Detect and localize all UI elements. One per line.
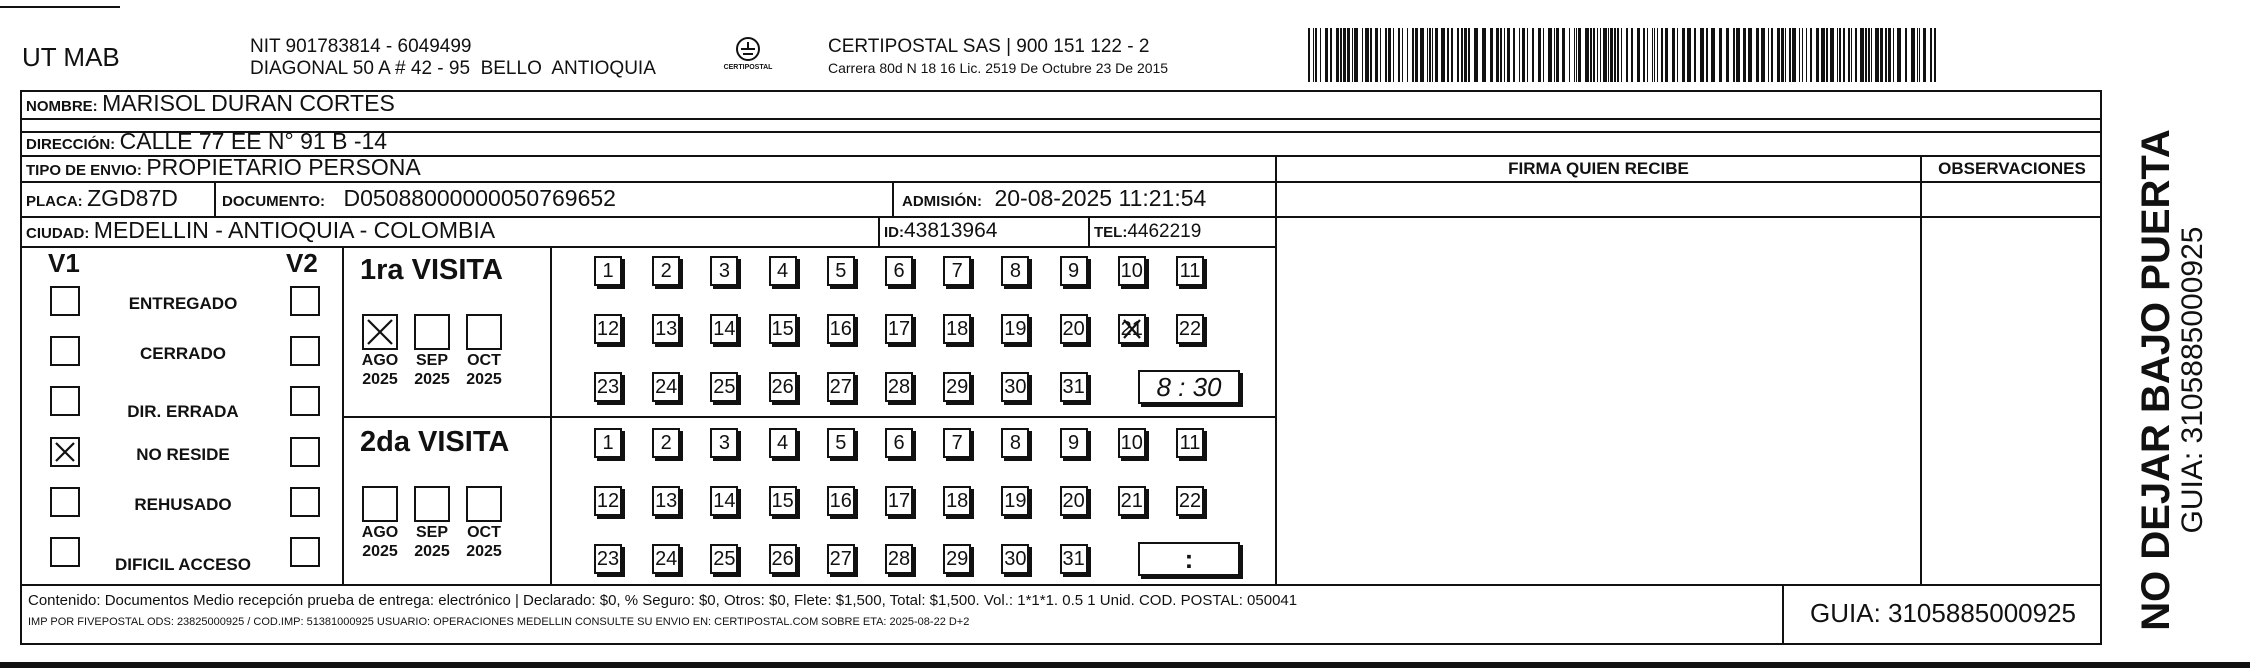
day-box-25[interactable]: 25 <box>710 372 738 402</box>
time-box[interactable]: 8 : 30 <box>1138 370 1240 404</box>
v2-checkbox-5[interactable] <box>290 487 320 517</box>
tipo-value: PROPIETARIO PERSONA <box>146 154 421 180</box>
col-divider <box>342 246 344 584</box>
day-box-7[interactable]: 7 <box>943 256 971 286</box>
logo-text: CERTIPOSTAL <box>723 64 773 71</box>
barcode <box>1308 28 1940 82</box>
v2-checkbox-2[interactable] <box>290 336 320 366</box>
day-box-10[interactable]: 10 <box>1118 256 1146 286</box>
v1-label: V1 <box>48 248 80 278</box>
side-notice: NO DEJAR BAJO PUERTA <box>2134 129 2178 631</box>
day-box-2[interactable]: 2 <box>652 428 680 458</box>
col-divider <box>550 246 552 584</box>
firma-area[interactable] <box>1277 183 1920 584</box>
month-year: 2025 <box>466 543 502 560</box>
day-box-14[interactable]: 14 <box>710 486 738 516</box>
day-box-28[interactable]: 28 <box>885 372 913 402</box>
nombre-value: MARISOL DURAN CORTES <box>102 90 395 116</box>
day-box-6[interactable]: 6 <box>885 256 913 286</box>
day-box-11[interactable]: 11 <box>1176 256 1204 286</box>
v2-label: V2 <box>286 248 318 278</box>
barcode-graphic <box>1308 28 1940 82</box>
company-name: UT MAB <box>22 42 120 72</box>
col-divider <box>878 216 880 246</box>
v2-checkbox-3[interactable] <box>290 386 320 416</box>
day-box-4[interactable]: 4 <box>769 256 797 286</box>
day-box-26[interactable]: 26 <box>769 372 797 402</box>
row-divider <box>20 584 2102 586</box>
observaciones-header: OBSERVACIONES <box>1938 159 2086 178</box>
day-box-18[interactable]: 18 <box>943 486 971 516</box>
v2-checkbox-4[interactable] <box>290 437 320 467</box>
month-label: OCT <box>467 524 501 541</box>
admision-value: 20-08-2025 11:21:54 <box>994 185 1207 211</box>
footer-guia: GUIA: 3105885000925 <box>1810 598 2076 628</box>
tel-value: 4462219 <box>1127 221 1202 242</box>
v1-checkbox-4[interactable] <box>50 437 80 467</box>
ciudad-field <box>26 217 495 247</box>
placa-value: ZGD87D <box>87 185 178 211</box>
day-box-18[interactable]: 18 <box>943 314 971 344</box>
day-box-29[interactable]: 29 <box>943 372 971 402</box>
side-guia: GUIA: 3105885000925 <box>2176 226 2209 534</box>
month-label: AGO <box>361 352 399 369</box>
month-checkbox-sep[interactable] <box>414 486 450 522</box>
month-label: SEP <box>415 524 448 541</box>
v1-checkbox-2[interactable] <box>50 336 80 366</box>
day-box-16[interactable]: 16 <box>827 314 855 344</box>
logo-icon <box>728 34 768 80</box>
firma-header: FIRMA QUIEN RECIBE <box>1508 159 1689 178</box>
direccion-label: DIRECCIÓN: <box>26 136 116 153</box>
day-box-19[interactable]: 19 <box>1001 486 1029 516</box>
day-box-24[interactable]: 24 <box>652 544 680 574</box>
tel-field <box>1094 218 1201 246</box>
day-box-12[interactable]: 12 <box>594 486 622 516</box>
v2-checkbox-6[interactable] <box>290 537 320 567</box>
day-box-7[interactable]: 7 <box>943 428 971 458</box>
day-box-6[interactable]: 6 <box>885 428 913 458</box>
day-box-24[interactable]: 24 <box>652 372 680 402</box>
month-checkbox-oct[interactable] <box>466 486 502 522</box>
day-box-17[interactable]: 17 <box>885 486 913 516</box>
bottom-rule <box>0 662 2250 668</box>
v1-checkbox-1[interactable] <box>50 286 80 316</box>
day-box-4[interactable]: 4 <box>769 428 797 458</box>
day-box-19[interactable]: 19 <box>1001 314 1029 344</box>
placa-label: PLACA: <box>26 193 83 210</box>
day-box-5[interactable]: 5 <box>827 256 855 286</box>
company-nit: NIT 901783814 - 6049499 <box>250 36 472 57</box>
visit-title: 2da VISITA <box>360 426 510 458</box>
v1-checkbox-3[interactable] <box>50 386 80 416</box>
time-box[interactable]: : <box>1138 542 1240 576</box>
day-box-23[interactable]: 23 <box>594 544 622 574</box>
month-checkbox-ago[interactable] <box>362 314 398 350</box>
day-box-21[interactable]: 21 <box>1118 486 1146 516</box>
col-divider <box>1088 216 1090 246</box>
day-box-3[interactable]: 3 <box>710 256 738 286</box>
ciudad-value: MEDELLIN - ANTIOQUIA - COLOMBIA <box>93 217 496 243</box>
direccion-value: CALLE 77 EE N° 91 B -14 <box>119 128 388 154</box>
col-divider <box>892 181 894 216</box>
tel-label: TEL: <box>1094 224 1128 241</box>
row-divider <box>342 416 1275 418</box>
day-box-17[interactable]: 17 <box>885 314 913 344</box>
day-box-31[interactable]: 31 <box>1060 544 1088 574</box>
day-box-1[interactable]: 1 <box>594 256 622 286</box>
status-label: DIR. ERRADA <box>127 402 239 421</box>
day-box-9[interactable]: 9 <box>1060 428 1088 458</box>
documento-label: DOCUMENTO: <box>222 193 326 210</box>
status-label: ENTREGADO <box>128 294 238 313</box>
day-box-12[interactable]: 12 <box>594 314 622 344</box>
month-year: 2025 <box>362 543 398 560</box>
carrier-license: Carrera 80d N 18 16 Lic. 2519 De Octubre 23 De 2015 <box>828 60 1169 76</box>
day-box-20[interactable]: 20 <box>1060 314 1088 344</box>
day-box-3[interactable]: 3 <box>710 428 738 458</box>
day-box-10[interactable]: 10 <box>1118 428 1146 458</box>
month-label: SEP <box>415 352 448 369</box>
company-address: DIAGONAL 50 A # 42 - 95 BELLO ANTIOQUIA <box>250 58 656 79</box>
day-box-13[interactable]: 13 <box>652 314 680 344</box>
day-box-30[interactable]: 30 <box>1001 544 1029 574</box>
month-year: 2025 <box>362 371 398 388</box>
id-field <box>884 217 997 246</box>
placa-field <box>26 185 178 215</box>
nombre-label: NOMBRE: <box>26 98 98 115</box>
day-box-30[interactable]: 30 <box>1001 372 1029 402</box>
day-box-27[interactable]: 27 <box>827 372 855 402</box>
tipo-label: TIPO DE ENVIO: <box>26 162 142 179</box>
day-box-22[interactable]: 22 <box>1176 314 1204 344</box>
day-box-28[interactable]: 28 <box>885 544 913 574</box>
crop-mark <box>0 6 120 8</box>
admision-field <box>902 185 1206 215</box>
status-label: DIFICIL ACCESO <box>114 555 251 574</box>
day-box-15[interactable]: 15 <box>769 314 797 344</box>
month-checkbox-ago[interactable] <box>362 486 398 522</box>
month-label: OCT <box>467 352 501 369</box>
day-box-29[interactable]: 29 <box>943 544 971 574</box>
admision-label: ADMISIÓN: <box>902 193 982 210</box>
month-year: 2025 <box>414 371 450 388</box>
day-box-23[interactable]: 23 <box>594 372 622 402</box>
month-year: 2025 <box>414 543 450 560</box>
day-box-21[interactable]: 21 <box>1118 314 1146 344</box>
side-notice-block <box>2135 129 2209 631</box>
day-box-26[interactable]: 26 <box>769 544 797 574</box>
day-box-2[interactable]: 2 <box>652 256 680 286</box>
day-box-22[interactable]: 22 <box>1176 486 1204 516</box>
day-box-14[interactable]: 14 <box>710 314 738 344</box>
carrier-logo <box>723 34 773 80</box>
ciudad-label: CIUDAD: <box>26 225 90 242</box>
col-divider <box>214 181 216 216</box>
v2-checkbox-1[interactable] <box>290 286 320 316</box>
status-label: NO RESIDE <box>136 445 230 464</box>
month-checkbox-sep[interactable] <box>414 314 450 350</box>
day-box-1[interactable]: 1 <box>594 428 622 458</box>
documento-field <box>222 185 616 215</box>
month-label: AGO <box>361 524 399 541</box>
day-box-8[interactable]: 8 <box>1001 256 1029 286</box>
day-box-31[interactable]: 31 <box>1060 372 1088 402</box>
footer-line-1: Contenido: Documentos Medio recepción prueba de entrega: electrónico | Declarado: $0, % Seguro: $0, Otros: $0, Flete: $1,500, Total: $1,500. Vol.: 1*1*1. 0.5 1 Unid. COD. POSTAL: 050041 <box>28 592 1298 609</box>
month-year: 2025 <box>466 371 502 388</box>
day-box-11[interactable]: 11 <box>1176 428 1204 458</box>
id-label: ID: <box>884 224 904 241</box>
month-checkbox-oct[interactable] <box>466 314 502 350</box>
visit-title: 1ra VISITA <box>360 254 503 286</box>
status-label: REHUSADO <box>134 495 232 514</box>
day-box-8[interactable]: 8 <box>1001 428 1029 458</box>
observaciones-area[interactable] <box>1922 183 2102 584</box>
carrier-name: CERTIPOSTAL SAS | 900 151 122 - 2 <box>828 36 1150 57</box>
day-box-16[interactable]: 16 <box>827 486 855 516</box>
v1-checkbox-6[interactable] <box>50 537 80 567</box>
nombre-field <box>26 90 395 120</box>
documento-value: D05088000000050769652 <box>343 185 616 211</box>
tipo-field <box>26 154 421 184</box>
day-box-25[interactable]: 25 <box>710 544 738 574</box>
day-box-9[interactable]: 9 <box>1060 256 1088 286</box>
id-value: 43813964 <box>904 219 998 242</box>
status-label: CERRADO <box>140 344 226 363</box>
day-box-13[interactable]: 13 <box>652 486 680 516</box>
day-box-15[interactable]: 15 <box>769 486 797 516</box>
day-box-5[interactable]: 5 <box>827 428 855 458</box>
day-box-27[interactable]: 27 <box>827 544 855 574</box>
footer-line-2: IMP POR FIVEPOSTAL ODS: 23825000925 / COD.IMP: 51381000925 USUARIO: OPERACIONES MEDELLIN CONSULTE SU ENVIO EN: CERTIPOSTAL.COM SOBRE ETA: 2025-08-22 D+2 <box>28 616 970 628</box>
day-box-20[interactable]: 20 <box>1060 486 1088 516</box>
v1-checkbox-5[interactable] <box>50 487 80 517</box>
